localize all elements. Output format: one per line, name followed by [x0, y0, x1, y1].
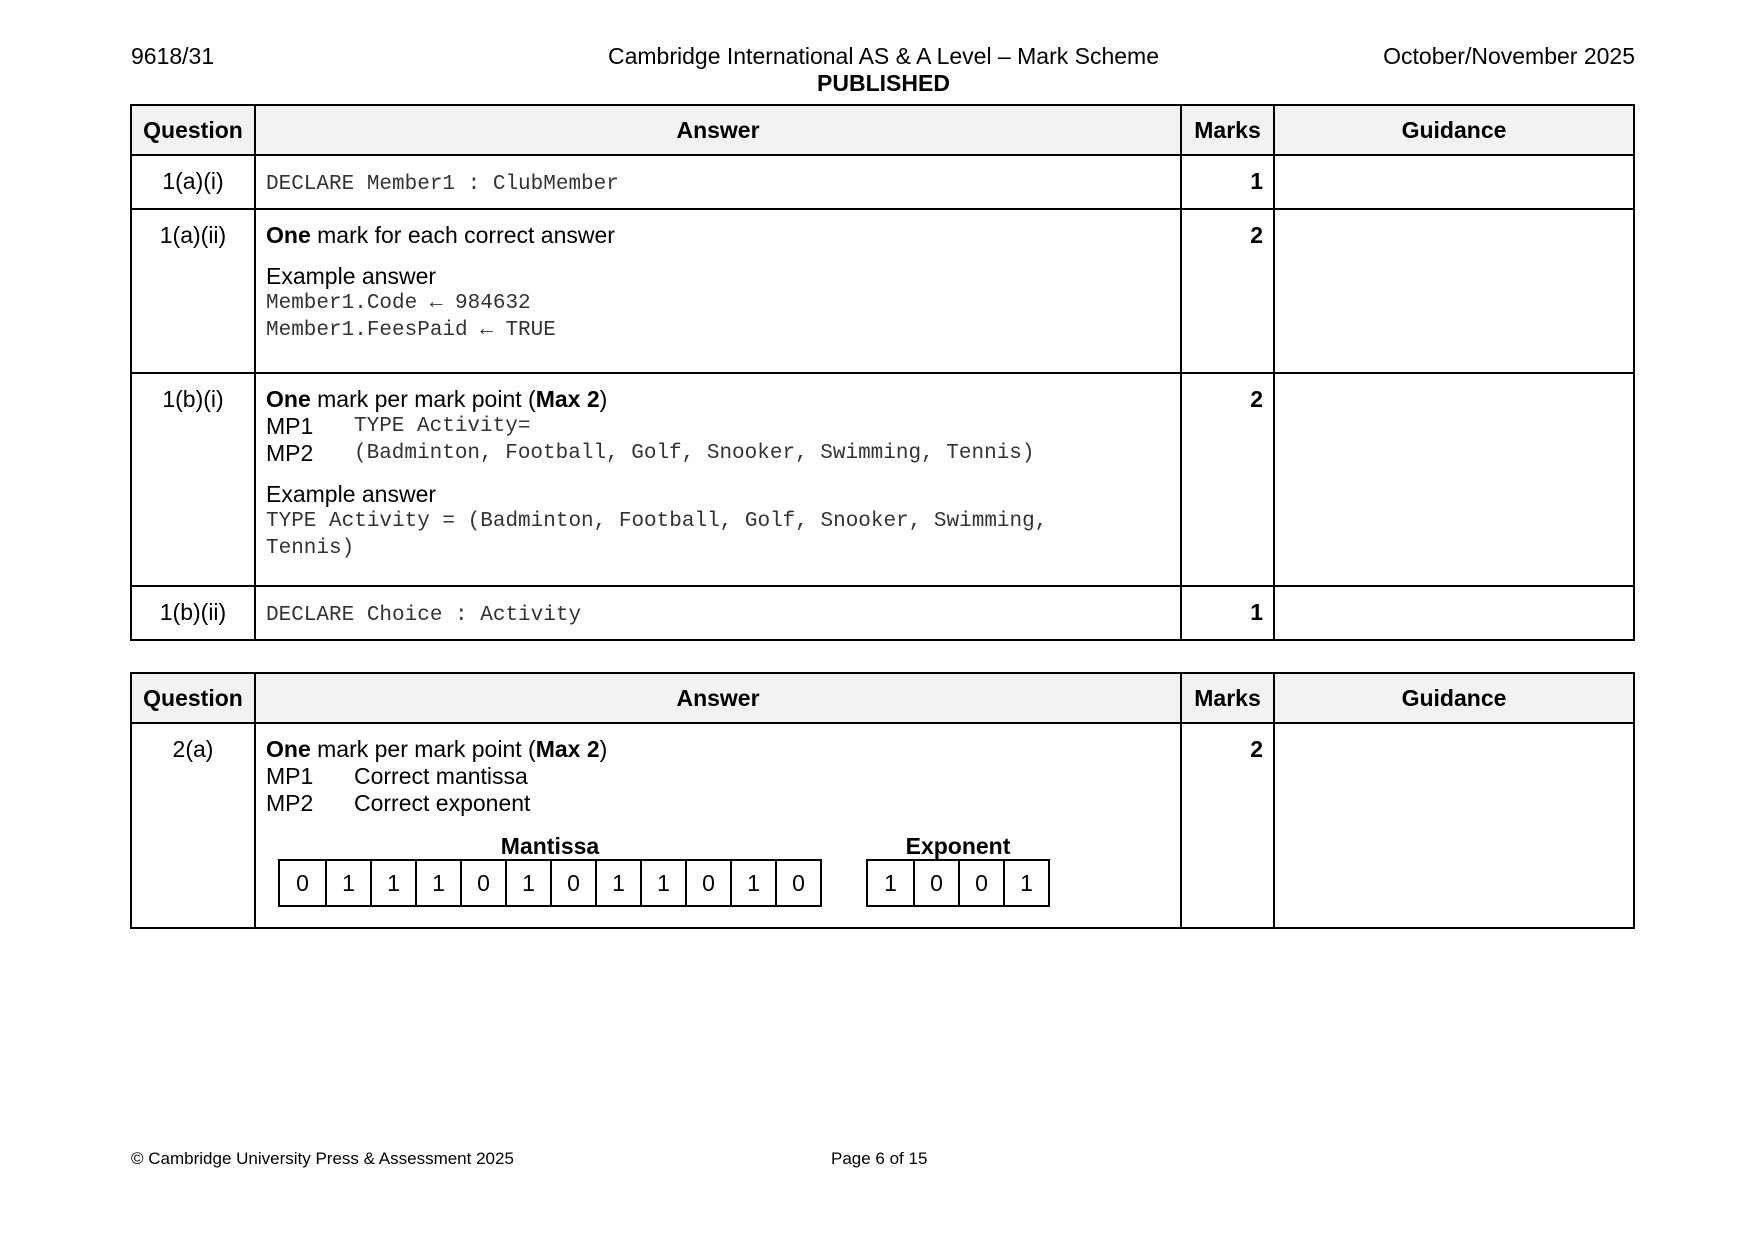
exponent-group [866, 833, 1050, 907]
mark-scheme-table-2 [130, 672, 1635, 929]
answer-cell [255, 373, 1181, 586]
mark-point-label: MP2 [266, 440, 314, 466]
instruction-bold: One [266, 386, 311, 412]
header-title: Cambridge International AS & A Level – Mark Scheme [607, 43, 1160, 69]
mantissa-bit: 1 [730, 861, 775, 905]
mark-instruction [266, 386, 1170, 413]
instruction-text: mark for each correct answer [310, 222, 615, 248]
exponent-bit: 0 [913, 861, 958, 905]
mark-instruction [266, 736, 1170, 763]
mantissa-bit: 1 [595, 861, 640, 905]
question-number: 1(b)(ii) [131, 586, 255, 640]
mark-instruction [266, 222, 1170, 249]
example-label: Example answer [266, 481, 437, 507]
col-guidance: Guidance [1274, 673, 1634, 723]
question-number: 1(a)(i) [131, 155, 255, 209]
table-header-row [131, 105, 1634, 155]
mark-point-label: MP2 [266, 790, 314, 816]
col-answer: Answer [255, 673, 1181, 723]
guidance-cell [1274, 723, 1634, 928]
mark-point-text: Correct exponent [354, 790, 531, 816]
col-guidance: Guidance [1274, 105, 1634, 155]
header-subtitle: PUBLISHED [817, 70, 950, 96]
guidance-cell [1274, 373, 1634, 586]
mantissa-bit: 0 [460, 861, 505, 905]
exponent-bit: 1 [884, 870, 897, 896]
marks-value: 2 [1181, 723, 1274, 928]
answer-cell [255, 586, 1181, 640]
marks-value: 2 [1181, 373, 1274, 586]
instruction-text: mark per mark point ( [310, 386, 536, 412]
mantissa-bit: 0 [775, 861, 820, 905]
col-marks: Marks [1181, 105, 1274, 155]
mantissa-bit: 1 [325, 861, 370, 905]
mark-point-label: MP1 [266, 413, 314, 439]
instruction-end: ) [599, 736, 608, 762]
exponent-label: Exponent [905, 833, 1011, 859]
mantissa-label: Mantissa [500, 833, 600, 859]
question-number: 1(b)(i) [131, 373, 255, 586]
mantissa-bit: 1 [415, 861, 460, 905]
mark-point [266, 790, 1170, 817]
guidance-cell [1274, 155, 1634, 209]
marks-value: 2 [1181, 209, 1274, 373]
answer-code: DECLARE Choice : Activity [266, 604, 582, 627]
col-question: Question [131, 673, 255, 723]
mantissa-bit: 1 [370, 861, 415, 905]
instruction-end: ) [599, 386, 608, 412]
answer-code: DECLARE Member1 : ClubMember [266, 173, 619, 196]
instruction-bold: One [266, 736, 311, 762]
paper-code: 9618/31 [131, 43, 215, 69]
mantissa-bits [278, 859, 822, 907]
code-line: Member1.FeesPaid ← TRUE [266, 319, 556, 342]
mark-point [266, 440, 1170, 467]
mark-point [266, 763, 1170, 790]
table-row [131, 586, 1634, 640]
answer-cell [255, 723, 1181, 928]
exponent-bit: 0 [958, 861, 1003, 905]
mark-point-label: MP1 [266, 763, 314, 789]
table-row [131, 373, 1634, 586]
col-question: Question [131, 105, 255, 155]
code-line: TYPE Activity = (Badminton, Football, Golf, Snooker, Swimming, [266, 510, 1048, 533]
mantissa-bit: 1 [640, 861, 685, 905]
exam-session: October/November 2025 [1383, 43, 1635, 69]
table-row [131, 723, 1634, 928]
copyright-notice: © Cambridge University Press & Assessment 2025 [131, 1149, 514, 1168]
page-number: Page 6 of 15 [831, 1149, 928, 1168]
question-number: 1(a)(ii) [131, 209, 255, 373]
mantissa-bit: 0 [550, 861, 595, 905]
answer-cell [255, 155, 1181, 209]
answer-cell [255, 209, 1181, 373]
guidance-cell [1274, 209, 1634, 373]
marks-value: 1 [1181, 155, 1274, 209]
exponent-bits [866, 859, 1050, 907]
exponent-bit: 1 [1003, 861, 1048, 905]
code-line: Member1.Code ← 984632 [266, 292, 531, 315]
mantissa-bit: 0 [685, 861, 730, 905]
mark-point-text: Correct mantissa [354, 763, 528, 789]
instruction-bold: One [266, 222, 311, 248]
instruction-text: mark per mark point ( [310, 736, 536, 762]
table-header-row [131, 673, 1634, 723]
table-row [131, 155, 1634, 209]
table-row [131, 209, 1634, 373]
mantissa-group [278, 833, 822, 907]
guidance-cell [1274, 586, 1634, 640]
col-marks: Marks [1181, 673, 1274, 723]
mark-point-code: (Badminton, Football, Golf, Snooker, Swimming, Tennis) [354, 442, 1035, 465]
mantissa-bit: 1 [505, 861, 550, 905]
marks-value: 1 [1181, 586, 1274, 640]
mantissa-bit: 0 [296, 870, 309, 896]
mark-scheme-table-1 [130, 104, 1635, 641]
mark-point-code: TYPE Activity= [354, 415, 531, 438]
mark-point [266, 413, 1170, 440]
code-line: Tennis) [266, 537, 355, 560]
instruction-max: Max 2 [535, 386, 600, 412]
col-answer: Answer [255, 105, 1181, 155]
question-number: 2(a) [131, 723, 255, 928]
example-label: Example answer [266, 263, 437, 289]
binary-representation [278, 833, 1170, 907]
instruction-max: Max 2 [535, 736, 600, 762]
